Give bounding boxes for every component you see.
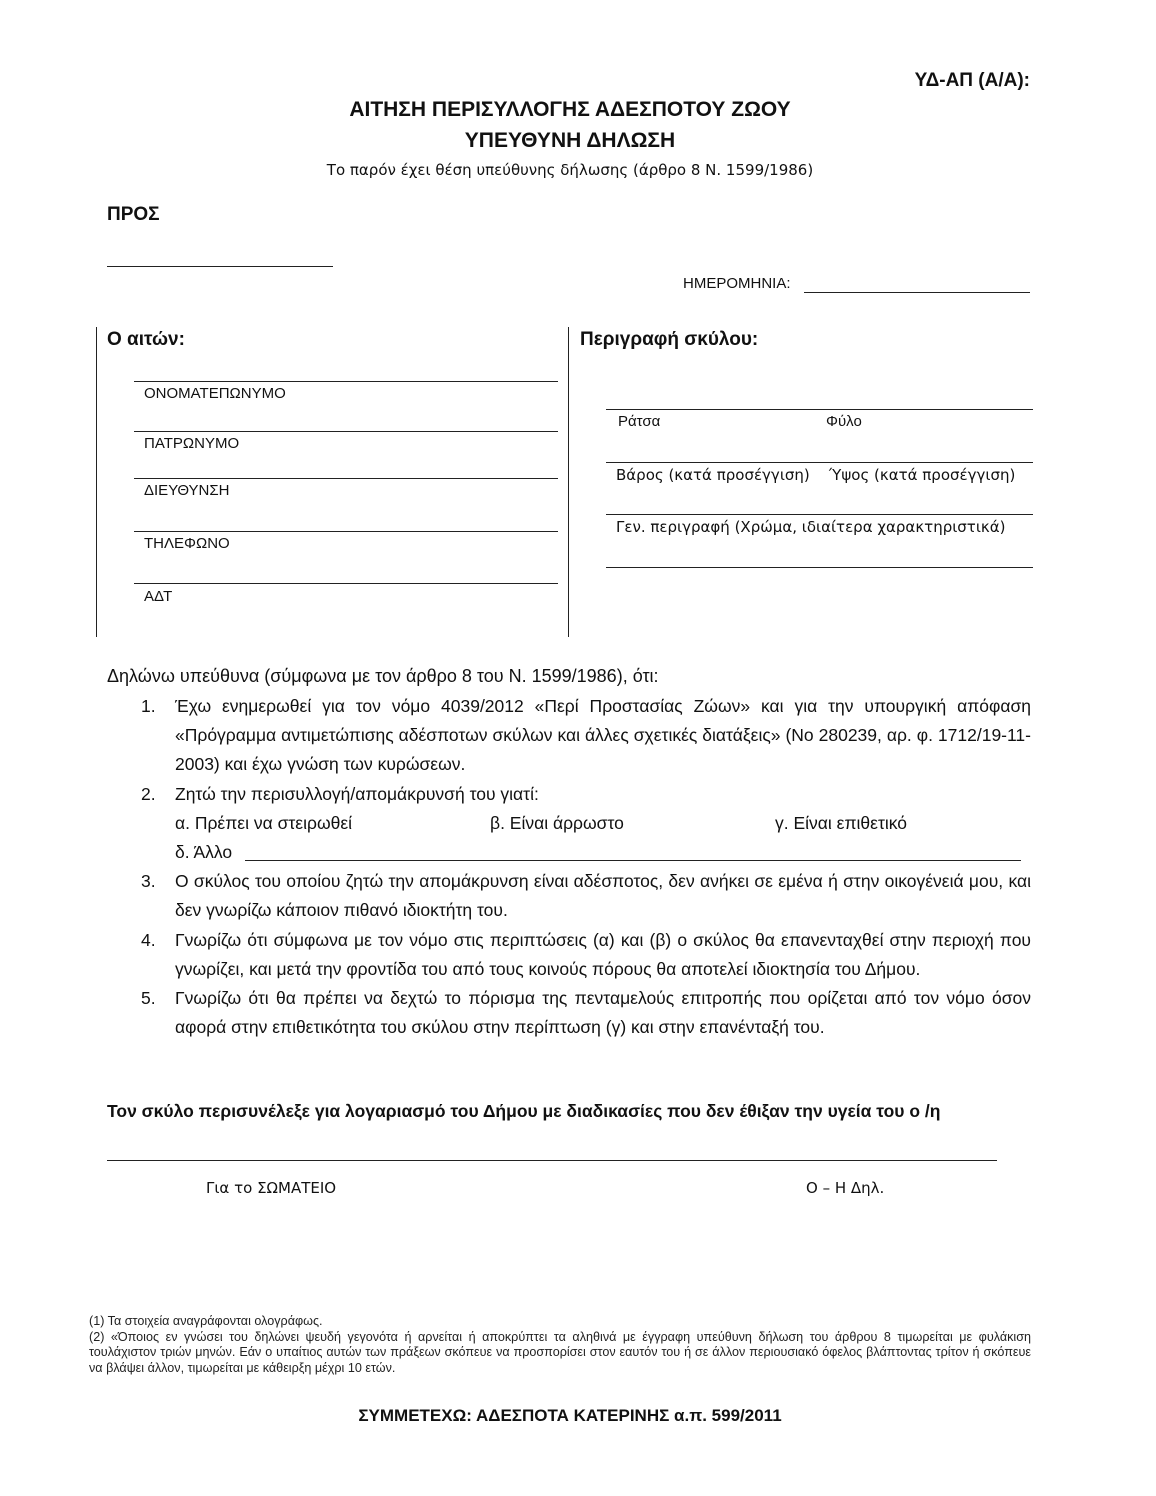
fathername-label: ΠΑΤΡΩΝΥΜΟ (144, 435, 240, 452)
legal-basis-note: Το παρόν έχει θέση υπεύθυνης δήλωσης (άρθρο 8 Ν. 1599/1986) (326, 161, 814, 179)
item-text: Ο σκύλος του οποίου ζητώ την απομάκρυνση είναι αδέσποτος, δεν ανήκει σε εμένα ή στην οικογένειά μου, και δεν γνωρίζω κάποιον πιθανό ιδιοκτήτη του. (175, 871, 1031, 921)
collector-name-field[interactable] (107, 1160, 997, 1161)
description-label: Γεν. περιγραφή (Χρώμα, ιδιαίτερα χαρακτηριστικά) (616, 518, 1006, 536)
reason-option-b[interactable]: β. Είναι άρρωστο (490, 812, 624, 833)
id-card-field[interactable] (134, 583, 558, 584)
item-text: Ζητώ την περισυλλογή/απομάκρυνσή του γιατί: (175, 783, 539, 804)
recipient-label: ΠΡΟΣ (107, 204, 160, 225)
item-number: 3. (141, 871, 156, 892)
item-number: 5. (141, 988, 156, 1009)
reason-option-a[interactable]: α. Πρέπει να στειρωθεί (175, 812, 353, 833)
applicant-left-border (96, 327, 97, 637)
item-number: 4. (141, 929, 156, 950)
fullname-field[interactable] (134, 381, 558, 382)
other-reason-field[interactable] (245, 860, 1021, 861)
club-signature-label: Για το ΣΩΜΑΤΕΙΟ (206, 1179, 337, 1197)
fullname-label: ΟΝΟΜΑΤΕΠΩΝΥΜΟ (144, 385, 286, 402)
date-field[interactable] (804, 292, 1030, 293)
item-number: 1. (141, 696, 156, 716)
declaration-list (107, 692, 1031, 1042)
form-title: ΑΙΤΗΣΗ ΠΕΡΙΣΥΛΛΟΓΗΣ ΑΔΕΣΠΟΤΟΥ ΖΩΟΥ (349, 98, 791, 121)
description-underline[interactable] (606, 567, 1033, 568)
reason-options (175, 809, 1031, 838)
dog-heading: Περιγραφή σκύλου: (580, 329, 759, 350)
declaration-item-3 (107, 867, 1031, 925)
date-label: ΗΜΕΡΟΜΗΝΙΑ: (683, 275, 791, 292)
fathername-field[interactable] (134, 431, 558, 432)
description-field[interactable] (606, 514, 1033, 515)
phone-label: ΤΗΛΕΦΩΝΟ (144, 535, 230, 552)
applicant-heading: Ο αιτών: (107, 329, 185, 350)
collector-statement: Τον σκύλο περισυνέλεξε για λογαριασμό του Δήμου με διαδικασίες που δεν έθιξαν την υγεία του ο /η (107, 1101, 941, 1121)
reason-option-c[interactable]: γ. Είναι επιθετικό (775, 812, 908, 833)
address-label: ΔΙΕΥΘΥΝΣΗ (144, 482, 230, 499)
reason-option-d-row (175, 838, 1031, 867)
breed-label: Ράτσα (618, 413, 661, 430)
breed-sex-field[interactable] (606, 409, 1033, 410)
participation-footer: ΣΥΜΜΕΤΕΧΩ: ΑΔΕΣΠΟΤΑ ΚΑΤΕΡΙΝΗΣ α.π. 599/2011 (358, 1406, 782, 1425)
item-text: Γνωρίζω ότι σύμφωνα με τον νόμο στις περιπτώσεις (α) και (β) ο σκύλος θα επανενταχθεί στην περιοχή που γνωρίζει, και μετά την φροντίδα του από τους κοινούς πόρους θα αποτελεί ιδιοκτησία του Δήμου. (175, 929, 1031, 979)
declaration-item-4 (107, 926, 1031, 984)
id-card-label: ΑΔΤ (144, 588, 173, 605)
weight-height-field[interactable] (606, 462, 1033, 463)
declaration-intro: Δηλώνω υπεύθυνα (σύμφωνα με τον άρθρο 8 του Ν. 1599/1986), ότι: (107, 666, 659, 686)
form-subtitle-declaration: ΥΠΕΥΘΥΝΗ ΔΗΛΩΣΗ (464, 129, 676, 152)
footnote-2: (2) «Όποιος εν γνώσει του δηλώνει ψευδή γεγονότα ή αρνείται ή αποκρύπτει τα αληθινά με έγγραφη υπεύθυνη δήλωση του άρθρου 8 τιμωρείται με φυλάκιση τουλάχιστον τριών μηνών. Εάν ο υπαίτιος αυτών των πράξεων σκόπευε να προσπορίσει στον εαυτόν του ή σε άλλον περιουσιακό όφελος βλάπτοντας τρίτον ή σκόπευε να βλάψει άλλον, τιμωρείται με κάθειρξη μέχρι 10 ετών. (89, 1329, 1031, 1375)
sex-label: Φύλο (826, 413, 862, 430)
footnote-1: (1) Τα στοιχεία αναγράφονται ολογράφως. (89, 1314, 323, 1328)
declarant-signature-label: Ο – Η Δηλ. (806, 1179, 885, 1197)
item-number: 2. (141, 783, 156, 804)
document-code: ΥΔ-ΑΠ (Α/Α): (914, 70, 1030, 91)
declaration-item-2 (107, 780, 1031, 868)
height-label: Ύψος (κατά προσέγγιση) (829, 466, 1016, 484)
footnotes (89, 1314, 1031, 1376)
column-divider (568, 327, 569, 637)
address-field[interactable] (134, 478, 558, 479)
reason-option-d: δ. Άλλο (175, 842, 233, 863)
weight-label: Βάρος (κατά προσέγγιση) (616, 466, 810, 484)
item-text: Γνωρίζω ότι θα πρέπει να δεχτώ το πόρισμα της πενταμελούς επιτροπής που ορίζεται από τον νόμο όσον αφορά στην επιθετικότητα του σκύλου στην περίπτωση (γ) και στην επανένταξή του. (175, 988, 1031, 1038)
phone-field[interactable] (134, 531, 558, 532)
declaration-item-5 (107, 984, 1031, 1042)
recipient-field[interactable] (107, 266, 333, 267)
declaration-item-1 (107, 692, 1031, 780)
item-text: Έχω ενημερωθεί για τον νόμο 4039/2012 «Περί Προστασίας Ζώων» και για την υπουργική απόφαση «Πρόγραμμα αντιμετώπισης αδέσποτων σκύλων και άλλες σχετικές διατάξεις» (Νο 280239, αρ. φ. 1712/19-11-2003) και έχω γνώση των κυρώσεων. (175, 696, 1031, 775)
